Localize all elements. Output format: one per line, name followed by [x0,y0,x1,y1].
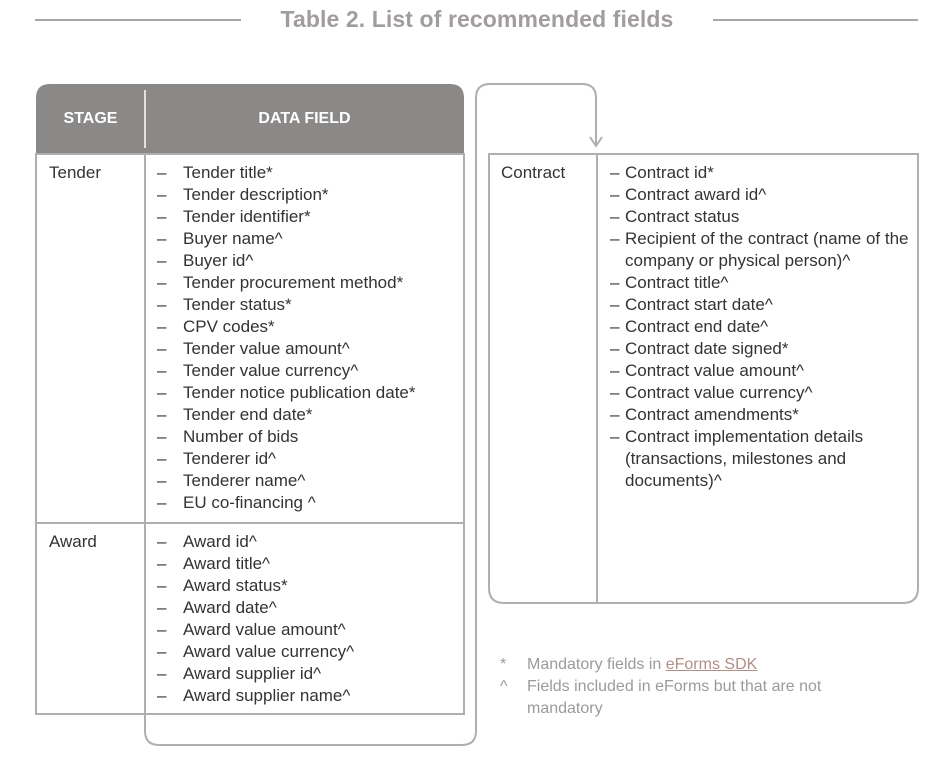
contract-field-item: – Contract title^ [610,272,910,294]
award-field-item: – Award id^ [157,531,457,553]
header-data-field: DATA FIELD [258,110,351,127]
award-field-item: – Award supplier id^ [157,663,457,685]
tender-field-item: – Tender value currency^ [157,360,457,382]
contract-field-item: – Contract status [610,206,910,228]
page-title: Table 2. List of recommended fields [280,6,674,32]
tender-field-item: – Buyer id^ [157,250,457,272]
tender-field-item: – Tender status* [157,294,457,316]
tender-field-item: – Tender end date* [157,404,457,426]
contract-field-list [610,162,910,492]
tender-field-item: – Tender procurement method* [157,272,457,294]
stage-award: Award [49,532,97,551]
tender-field-list [157,162,457,514]
award-field-item: – Award title^ [157,553,457,575]
contract-field-item: – Contract start date^ [610,294,910,316]
contract-field-item: – Contract value currency^ [610,382,910,404]
tender-field-item: – Tender description* [157,184,457,206]
award-field-item: – Award date^ [157,597,457,619]
contract-field-item: – Recipient of the contract (name of the company or physical person)^ [610,228,910,272]
award-field-item: – Award value amount^ [157,619,457,641]
header-stage: STAGE [63,110,118,127]
tender-field-item: – Tender identifier* [157,206,457,228]
tender-field-item: – Tender value amount^ [157,338,457,360]
legend-mandatory-prefix: Mandatory fields in [527,656,666,673]
legend-optional-text: Fields included in eForms but that are not mandatory [527,678,822,717]
contract-field-item: – Contract id* [610,162,910,184]
tender-field-item: – CPV codes* [157,316,457,338]
award-field-item: – Award status* [157,575,457,597]
award-field-list [157,531,457,707]
stage-tender: Tender [49,163,101,182]
contract-field-item: – Contract end date^ [610,316,910,338]
contract-field-item: – Contract date signed* [610,338,910,360]
stage-contract: Contract [501,163,566,182]
contract-field-item: – Contract award id^ [610,184,910,206]
tender-field-item: – Tender title* [157,162,457,184]
tender-field-item: – Buyer name^ [157,228,457,250]
tender-field-item: – Number of bids [157,426,457,448]
legend-mandatory-symbol: * [500,656,507,673]
tender-field-item: – Tenderer id^ [157,448,457,470]
tender-field-item: – Tenderer name^ [157,470,457,492]
award-field-item: – Award value currency^ [157,641,457,663]
legend-mandatory-text [527,654,907,676]
tender-field-item: – Tender notice publication date* [157,382,457,404]
award-field-item: – Award supplier name^ [157,685,457,707]
tender-field-item: – EU co-financing ^ [157,492,457,514]
eforms-sdk-link[interactable]: eForms SDK [665,656,758,673]
contract-field-item: – Contract value amount^ [610,360,910,382]
legend-optional-symbol: ^ [500,678,508,695]
contract-field-item: – Contract amendments* [610,404,910,426]
contract-field-item: – Contract implementation details (transactions, milestones and documents)^ [610,426,910,492]
